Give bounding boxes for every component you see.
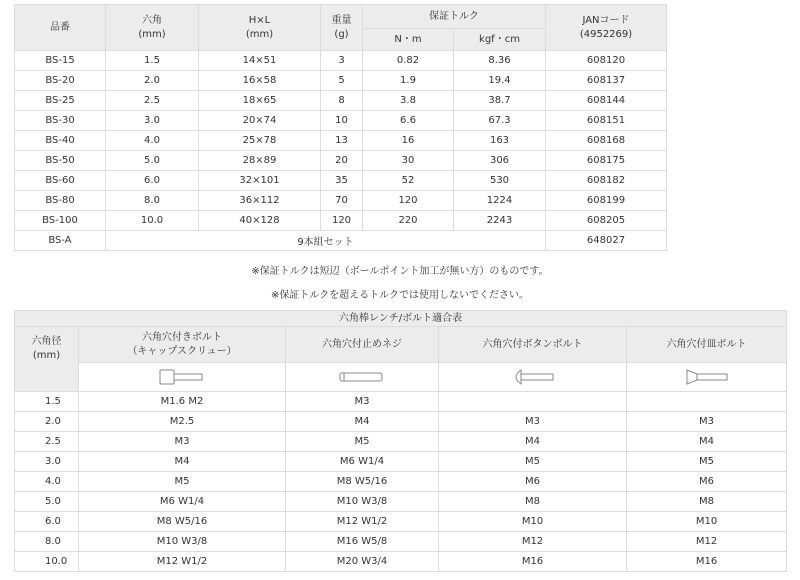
weight-header: 重量 (g): [321, 5, 363, 51]
spec-row: [15, 191, 667, 211]
fit-row: [15, 452, 787, 472]
flat-head-bolt-cell: M16: [627, 552, 787, 572]
hex-size-cell: 5.0: [15, 492, 79, 512]
hex-size-cell: 3.0: [15, 452, 79, 472]
fit-row: [15, 432, 787, 452]
hex-cell: 4.0: [106, 131, 199, 151]
part-no-cell: BS-20: [15, 71, 106, 91]
hex-cell: 6.0: [106, 171, 199, 191]
jan-cell: 608144: [546, 91, 667, 111]
hex-cell: 2.5: [106, 91, 199, 111]
flat-head-bolt-cell: M10: [627, 512, 787, 532]
cap-screw-cell: M12 W1/2: [79, 552, 286, 572]
flat-head-bolt-cell: M5: [627, 452, 787, 472]
torque-kgf-cell: 306: [454, 151, 546, 171]
fit-col-header: [627, 327, 787, 363]
hex-size-cell: 6.0: [15, 512, 79, 532]
cap-screw-cell: M1.6 M2: [79, 392, 286, 412]
cap-screw-cell: M2.5: [79, 412, 286, 432]
hex-size-cell: 4.0: [15, 472, 79, 492]
hex-cell: 3.0: [106, 111, 199, 131]
torque-kgf-cell: 1224: [454, 191, 546, 211]
spec-row: [15, 171, 667, 191]
cap-screw-cell: M5: [79, 472, 286, 492]
jan-cell: 608137: [546, 71, 667, 91]
flat-head-bolt-cell: M8: [627, 492, 787, 512]
set-desc-cell: 9本組セット: [106, 231, 546, 251]
cap-screw-cell: M6 W1/4: [79, 492, 286, 512]
set-screw-cell: M8 W5/16: [286, 472, 439, 492]
cap-screw-icon: [152, 367, 212, 387]
button-bolt-cell: M3: [439, 412, 627, 432]
hex-cell: 5.0: [106, 151, 199, 171]
fit-icon-cell: [439, 363, 627, 392]
hex-header: 六角 (mm): [106, 5, 199, 51]
torque-kgf-cell: 163: [454, 131, 546, 151]
set-screw-cell: M16 W5/8: [286, 532, 439, 552]
fit-row: [15, 552, 787, 572]
part-no-header: 品番: [15, 5, 106, 51]
flat-head-bolt-cell: M4: [627, 432, 787, 452]
spec-row: [15, 71, 667, 91]
weight-cell: 20: [321, 151, 363, 171]
set-jan-cell: 648027: [546, 231, 667, 251]
torque-kgf-cell: 2243: [454, 211, 546, 231]
hl-cell: 32×101: [199, 171, 321, 191]
flat-head-bolt-cell: M3: [627, 412, 787, 432]
button-bolt-cell: [439, 392, 627, 412]
fit-col-header: [439, 327, 627, 363]
hex-size-cell: 2.0: [15, 412, 79, 432]
fit-table-body: [15, 392, 787, 572]
fit-icon-cell: [627, 363, 787, 392]
set-screw-cell: M10 W3/8: [286, 492, 439, 512]
fit-row: [15, 492, 787, 512]
hl-cell: 40×128: [199, 211, 321, 231]
fit-row: [15, 472, 787, 492]
fit-col-label: 六角穴付皿ボルト: [666, 338, 747, 350]
part-no-cell: BS-50: [15, 151, 106, 171]
set-screw-cell: M5: [286, 432, 439, 452]
part-no-cell: BS-30: [15, 111, 106, 131]
flat-head-bolt-cell: M12: [627, 532, 787, 552]
fit-row: [15, 532, 787, 552]
torque-nm-cell: 0.82: [363, 51, 454, 71]
torque-nm-header: N・m: [363, 29, 454, 51]
hl-header: H×L (mm): [199, 5, 321, 51]
spec-row: [15, 151, 667, 171]
weight-cell: 13: [321, 131, 363, 151]
flat-head-bolt-cell: [627, 392, 787, 412]
hl-cell: 28×89: [199, 151, 321, 171]
spec-row: [15, 131, 667, 151]
hex-cell: 10.0: [106, 211, 199, 231]
button-bolt-cell: M10: [439, 512, 627, 532]
hl-cell: 20×74: [199, 111, 321, 131]
fit-icon-cell: [79, 363, 286, 392]
fit-col-sublabel: （キャップスクリュー）: [127, 345, 237, 357]
torque-kgf-cell: 38.7: [454, 91, 546, 111]
cap-screw-cell: M4: [79, 452, 286, 472]
set-screw-cell: M4: [286, 412, 439, 432]
part-no-cell: BS-15: [15, 51, 106, 71]
torque-note: ※保証トルクは短辺（ボールポイント加工が無い方）のものです。: [251, 266, 549, 277]
hex-size-cell: 1.5: [15, 392, 79, 412]
torque-nm-cell: 52: [363, 171, 454, 191]
fit-col-header: [79, 327, 286, 363]
flat-head-bolt-icon: [677, 367, 737, 387]
weight-cell: 35: [321, 171, 363, 191]
torque-nm-cell: 220: [363, 211, 454, 231]
part-no-cell: BS-60: [15, 171, 106, 191]
hl-cell: 36×112: [199, 191, 321, 211]
fit-table: [14, 310, 787, 572]
torque-nm-cell: 120: [363, 191, 454, 211]
hl-cell: 16×58: [199, 71, 321, 91]
weight-cell: 120: [321, 211, 363, 231]
jan-cell: 608175: [546, 151, 667, 171]
jan-cell: 608199: [546, 191, 667, 211]
button-bolt-cell: M6: [439, 472, 627, 492]
fit-col-label: 六角穴付きボルト: [142, 331, 222, 343]
fit-col-label: 六角穴付ボタンボルト: [482, 338, 583, 350]
set-row: [15, 231, 667, 251]
fit-col-label: 六角穴付止めネジ: [322, 338, 402, 350]
hl-cell: 18×65: [199, 91, 321, 111]
part-no-cell: BS-40: [15, 131, 106, 151]
button-bolt-cell: M8: [439, 492, 627, 512]
hex-size-cell: 10.0: [15, 552, 79, 572]
set-screw-cell: M20 W3/4: [286, 552, 439, 572]
part-no-cell: BS-25: [15, 91, 106, 111]
torque-kgf-cell: 67.3: [454, 111, 546, 131]
spec-row: [15, 51, 667, 71]
spec-row: [15, 211, 667, 231]
hex-size-header: 六角径 (mm): [15, 327, 79, 392]
button-bolt-cell: M5: [439, 452, 627, 472]
cap-screw-cell: M10 W3/8: [79, 532, 286, 552]
torque-kgf-cell: 8.36: [454, 51, 546, 71]
button-bolt-cell: M16: [439, 552, 627, 572]
jan-cell: 608120: [546, 51, 667, 71]
fit-row: [15, 412, 787, 432]
jan-cell: 608182: [546, 171, 667, 191]
cap-screw-cell: M8 W5/16: [79, 512, 286, 532]
fit-row: [15, 392, 787, 412]
jan-header: JANコード (4952269): [546, 5, 667, 51]
hex-cell: 2.0: [106, 71, 199, 91]
spec-row: [15, 91, 667, 111]
spec-row: [15, 111, 667, 131]
spec-table-body: [15, 51, 667, 251]
jan-cell: 608168: [546, 131, 667, 151]
torque-nm-cell: 6.6: [363, 111, 454, 131]
fit-icon-row: [15, 363, 787, 392]
button-bolt-cell: M4: [439, 432, 627, 452]
jan-cell: 608205: [546, 211, 667, 231]
torque-header: 保証トルク: [363, 5, 546, 29]
weight-cell: 5: [321, 71, 363, 91]
set-screw-cell: M3: [286, 392, 439, 412]
flat-head-bolt-cell: M6: [627, 472, 787, 492]
button-bolt-cell: M12: [439, 532, 627, 552]
part-no-cell: BS-80: [15, 191, 106, 211]
spec-table: [14, 4, 667, 251]
usage-warning: ※保証トルクを超えるトルクでは使用しないでください。: [271, 290, 529, 301]
weight-cell: 3: [321, 51, 363, 71]
torque-kgf-header: kgf・cm: [454, 29, 546, 51]
hex-cell: 1.5: [106, 51, 199, 71]
hl-cell: 25×78: [199, 131, 321, 151]
torque-nm-cell: 30: [363, 151, 454, 171]
fit-row: [15, 512, 787, 532]
torque-kgf-cell: 530: [454, 171, 546, 191]
torque-kgf-cell: 19.4: [454, 71, 546, 91]
button-bolt-icon: [503, 367, 563, 387]
fit-table-title: 六角棒レンチ/ボルト適合表: [15, 311, 787, 327]
set-screw-cell: M6 W1/4: [286, 452, 439, 472]
fit-icon-cell: [286, 363, 439, 392]
weight-cell: 10: [321, 111, 363, 131]
weight-cell: 8: [321, 91, 363, 111]
torque-nm-cell: 1.9: [363, 71, 454, 91]
hex-cell: 8.0: [106, 191, 199, 211]
hex-size-cell: 8.0: [15, 532, 79, 552]
fit-col-header: [286, 327, 439, 363]
torque-nm-cell: 3.8: [363, 91, 454, 111]
set-screw-icon: [332, 367, 392, 387]
hex-size-cell: 2.5: [15, 432, 79, 452]
torque-nm-cell: 16: [363, 131, 454, 151]
set-part-no-cell: BS-A: [15, 231, 106, 251]
hl-cell: 14×51: [199, 51, 321, 71]
cap-screw-cell: M3: [79, 432, 286, 452]
part-no-cell: BS-100: [15, 211, 106, 231]
set-screw-cell: M12 W1/2: [286, 512, 439, 532]
weight-cell: 70: [321, 191, 363, 211]
jan-cell: 608151: [546, 111, 667, 131]
